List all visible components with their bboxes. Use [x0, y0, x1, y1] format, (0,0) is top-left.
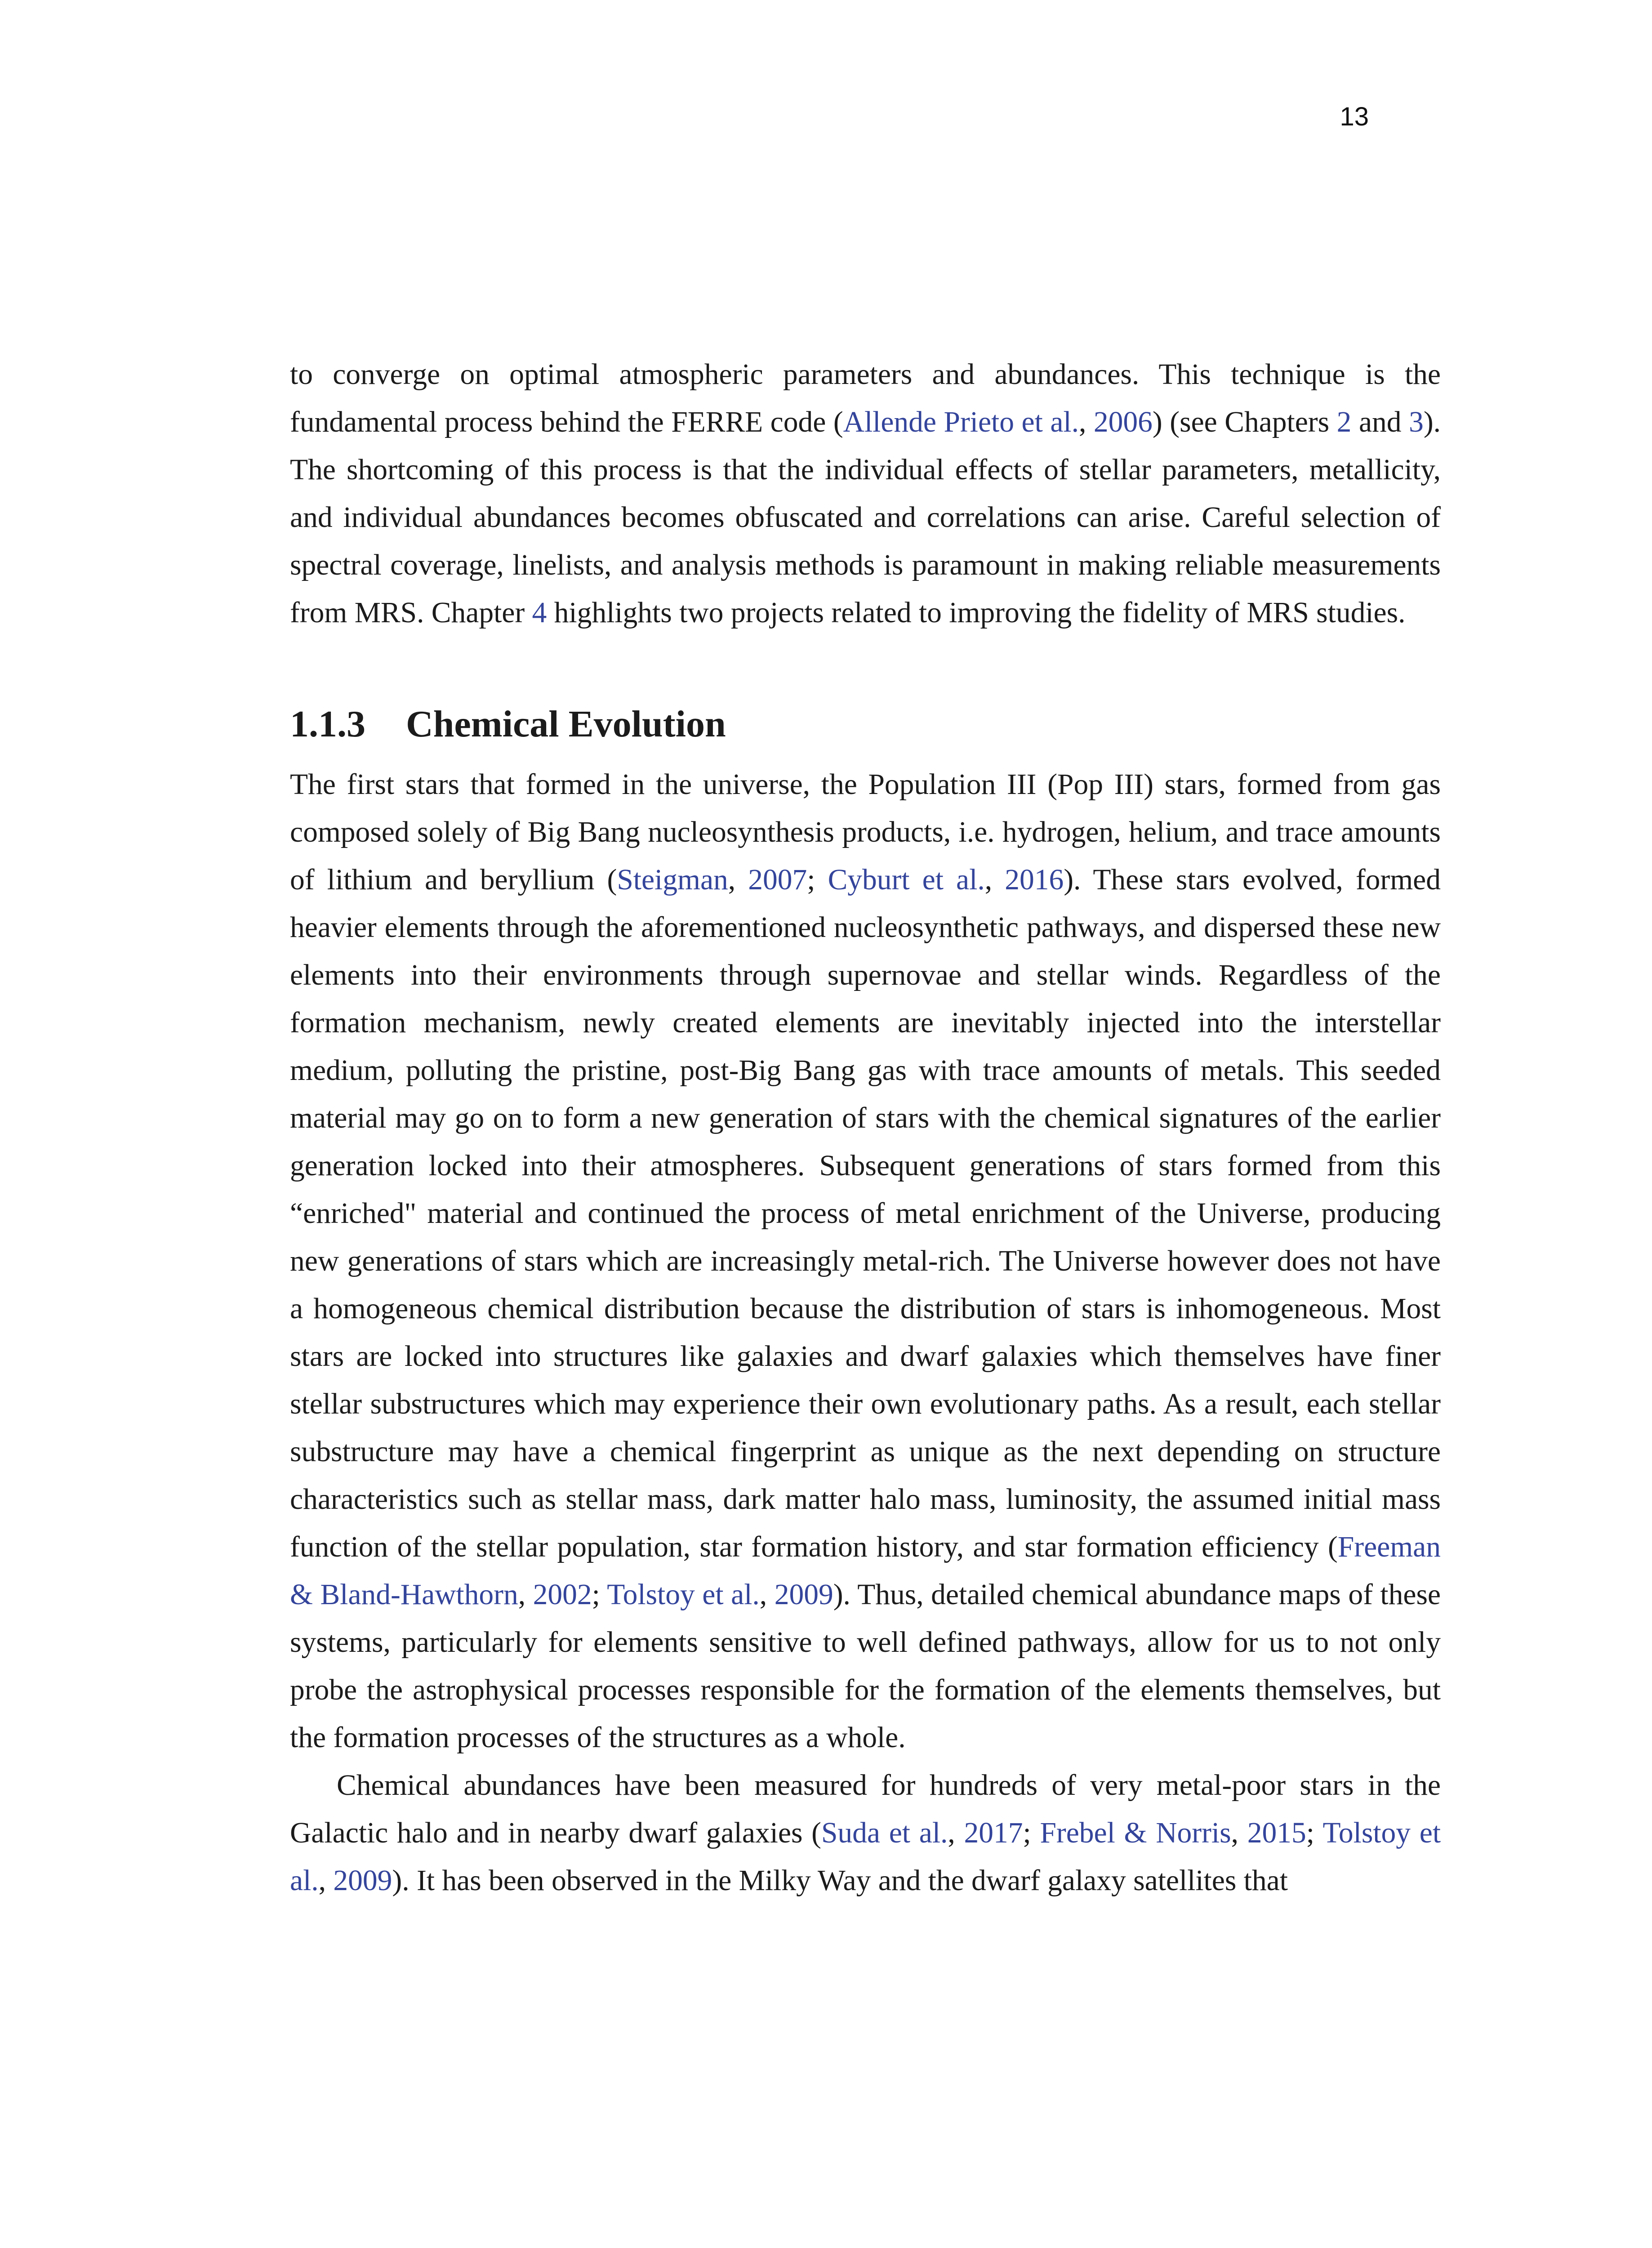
citation-year-link[interactable]: 2009	[774, 1579, 833, 1611]
text: ). It has been observed in the Milky Way and the dwarf galaxy satellites that	[392, 1864, 1288, 1897]
paragraph-1	[290, 351, 1441, 637]
chapter-link[interactable]: 2	[1336, 406, 1352, 438]
text: ;	[1023, 1817, 1040, 1849]
text: ,	[518, 1579, 533, 1611]
text: ). These stars evolved, formed heavier elements through the aforementioned nucleosynthetic pathways, and dispersed these new elements into their environments through supernovae and stellar winds. Regardless of the formation mechanism, newly created elements are inevitably injected into the interstellar medium, polluting the pristine, post-Big Bang gas with trace amounts of metals. This seeded material may go on to form a new generation of stars with the chemical signatures of the earlier generation locked into their atmospheres. Subsequent generations of stars formed from this “enriched" material and continued the process of metal enrichment of the Universe, producing new generations of stars which are increasingly metal-rich. The Universe however does not have a homogeneous chemical distribution because the distribution of stars is inhomogeneous. Most stars are locked into structures like galaxies and dwarf galaxies which themselves have finer stellar substructures which may experience their own evolutionary paths. As a result, each stellar substructure may have a chemical fingerprint as unique as the next depending on structure characteristics such as stellar mass, dark matter halo mass, luminosity, the assumed initial mass function of the stellar population, star formation history, and star formation efficiency (	[290, 864, 1441, 1563]
citation-link[interactable]: Freeman & Bland-Hawthorn	[290, 1531, 1441, 1611]
chapter-link[interactable]: 4	[532, 597, 547, 629]
text: ). The shortcoming of this process is that the individual effects of stellar parameters, metallicity, and individual abundances becomes obfuscated and correlations can arise. Careful selection of spectral coverage, linelists, and analysis methods is paramount in making reliable measurements from MRS. Chapter	[290, 406, 1441, 629]
text: ,	[1231, 1817, 1247, 1849]
citation-year-link[interactable]: 2017	[964, 1817, 1023, 1849]
text: to converge on optimal atmospheric parameters and abundances. This technique is the fundamental process behind the FERRE code (	[290, 358, 1441, 438]
section-number: 1.1.3	[290, 703, 365, 745]
text: ,	[318, 1864, 334, 1897]
section-heading	[290, 700, 1441, 749]
text: ,	[948, 1817, 964, 1849]
page-number: 13	[1340, 102, 1369, 131]
text: ,	[1079, 406, 1094, 438]
citation-link[interactable]: Steigman	[617, 864, 728, 896]
citation-year-link[interactable]: 2016	[1005, 864, 1064, 896]
text: ,	[759, 1579, 775, 1611]
text: ) (see Chapters	[1152, 406, 1337, 438]
chapter-link[interactable]: 3	[1409, 406, 1424, 438]
citation-link[interactable]: Cyburt et al.	[828, 864, 985, 896]
citation-link[interactable]: Tolstoy et al.	[607, 1579, 760, 1611]
text: ,	[728, 864, 748, 896]
paragraph-2	[290, 761, 1441, 1762]
paragraph-3	[290, 1762, 1441, 1905]
citation-year-link[interactable]: 2002	[533, 1579, 592, 1611]
citation-link[interactable]: Allende Prieto et al.	[843, 406, 1079, 438]
text: ,	[984, 864, 1005, 896]
text: Chemical abundances have been measured for hundreds of very metal-poor stars in the Galactic halo and in nearby dwarf galaxies (	[290, 1769, 1441, 1849]
text: ). Thus, detailed chemical abundance maps of these systems, particularly for elements sensitive to well defined pathways, allow for us to not only probe the astrophysical processes responsible for the formation of the elements themselves, but the formation processes of the structures as a whole.	[290, 1579, 1441, 1754]
text: highlights two projects related to improving the fidelity of MRS studies.	[547, 597, 1406, 629]
text: ;	[592, 1579, 607, 1611]
body-text	[290, 351, 1441, 1905]
citation-year-link[interactable]: 2009	[333, 1864, 392, 1897]
citation-link[interactable]: Suda et al.	[821, 1817, 948, 1849]
text: ;	[1306, 1817, 1323, 1849]
citation-link[interactable]: Frebel & Norris	[1040, 1817, 1231, 1849]
citation-year-link[interactable]: 2006	[1093, 406, 1153, 438]
citation-year-link[interactable]: 2015	[1247, 1817, 1306, 1849]
text: The first stars that formed in the universe, the Population III (Pop III) stars, formed from gas composed solely of Big Bang nucleosynthesis products, i.e. hydrogen, helium, and trace amounts of lithium and beryllium (	[290, 768, 1441, 896]
text: ;	[807, 864, 828, 896]
text: and	[1351, 406, 1409, 438]
citation-link[interactable]: Tolstoy et al.	[290, 1817, 1441, 1897]
section-title: Chemical Evolution	[406, 703, 726, 745]
citation-year-link[interactable]: 2007	[748, 864, 807, 896]
